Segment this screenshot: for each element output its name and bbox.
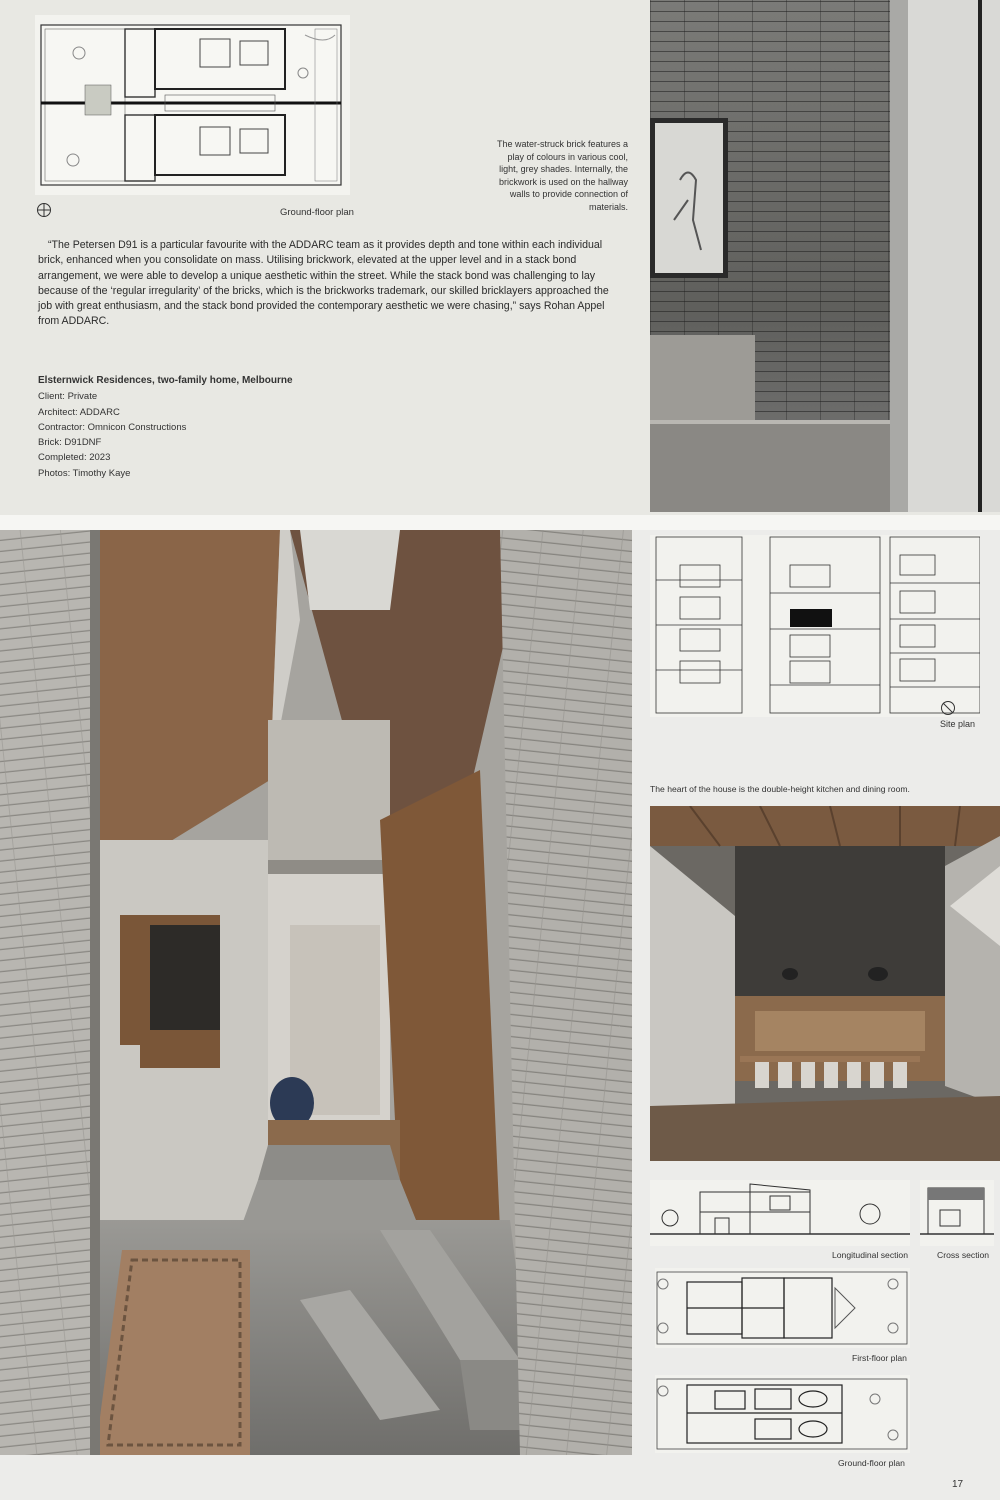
first-floor-plan-caption: First-floor plan bbox=[852, 1353, 907, 1363]
page-number: 17 bbox=[952, 1479, 964, 1490]
quote-paragraph bbox=[38, 238, 623, 330]
kitchen-caption: The heart of the house is the double-height kitchen and dining room. bbox=[650, 784, 910, 794]
project-title: Elsternwick Residences, two-family home, Melbourne bbox=[38, 375, 293, 386]
credit-client: Client: Private bbox=[38, 391, 98, 403]
kitchen-dining-photo bbox=[650, 806, 1000, 1161]
credit-brick: Brick: D91DNF bbox=[38, 437, 102, 449]
credit-architect: Architect: ADDARC bbox=[38, 406, 120, 418]
site-plan bbox=[650, 535, 980, 717]
brick-caption: The water-struck brick features a play of colours in various cool, light, grey shades. Internally, the brickwork is used on the hallway walls to provide connection of materials. bbox=[496, 139, 628, 212]
cross-section bbox=[920, 1180, 994, 1246]
cross-section-caption: Cross section bbox=[937, 1250, 990, 1260]
quote-text: “The Petersen D91 is a particular favourite with the ADDARC team as it provides depth and tone within each individual brick, enhanced when you consolidate on mass. Utilising brickwork, elevated at the upper level and in a stack bond arrangement, we were able to develop a unique aesthetic within the street. While the stack bond was challenging to lay because of the ‘regular irregularity’ of the bricks, which is the brickworks trademark, our skilled bricklayers approached the job with great enthusiasm, and the stack bond provided the contemporary aesthetic we were chasing,” says Rohan Appel from ADDARC. bbox=[38, 239, 609, 328]
longitudinal-section-caption: Longitudinal section bbox=[832, 1250, 908, 1260]
credit-contractor: Contractor: Omnicon Constructions bbox=[38, 421, 187, 433]
credit-photos: Photos: Timothy Kaye bbox=[38, 467, 131, 479]
site-plan-caption: Site plan bbox=[940, 719, 976, 729]
first-floor-plan bbox=[655, 1268, 910, 1348]
project-credits bbox=[38, 373, 438, 481]
north-arrow-icon bbox=[36, 202, 52, 218]
credit-completed: Completed: 2023 bbox=[38, 452, 111, 464]
ground-floor-plan-bottom-caption: Ground-floor plan bbox=[838, 1458, 905, 1468]
north-arrow-icon bbox=[940, 700, 956, 716]
ground-floor-plan-bottom bbox=[655, 1375, 910, 1453]
brick-wall-photo bbox=[650, 0, 1000, 512]
hallway-photo bbox=[0, 530, 632, 1455]
longitudinal-section bbox=[650, 1180, 910, 1246]
ground-floor-plan-top bbox=[35, 15, 350, 195]
page-divider bbox=[0, 515, 1000, 530]
ground-floor-plan-top-caption: Ground-floor plan bbox=[280, 207, 354, 218]
